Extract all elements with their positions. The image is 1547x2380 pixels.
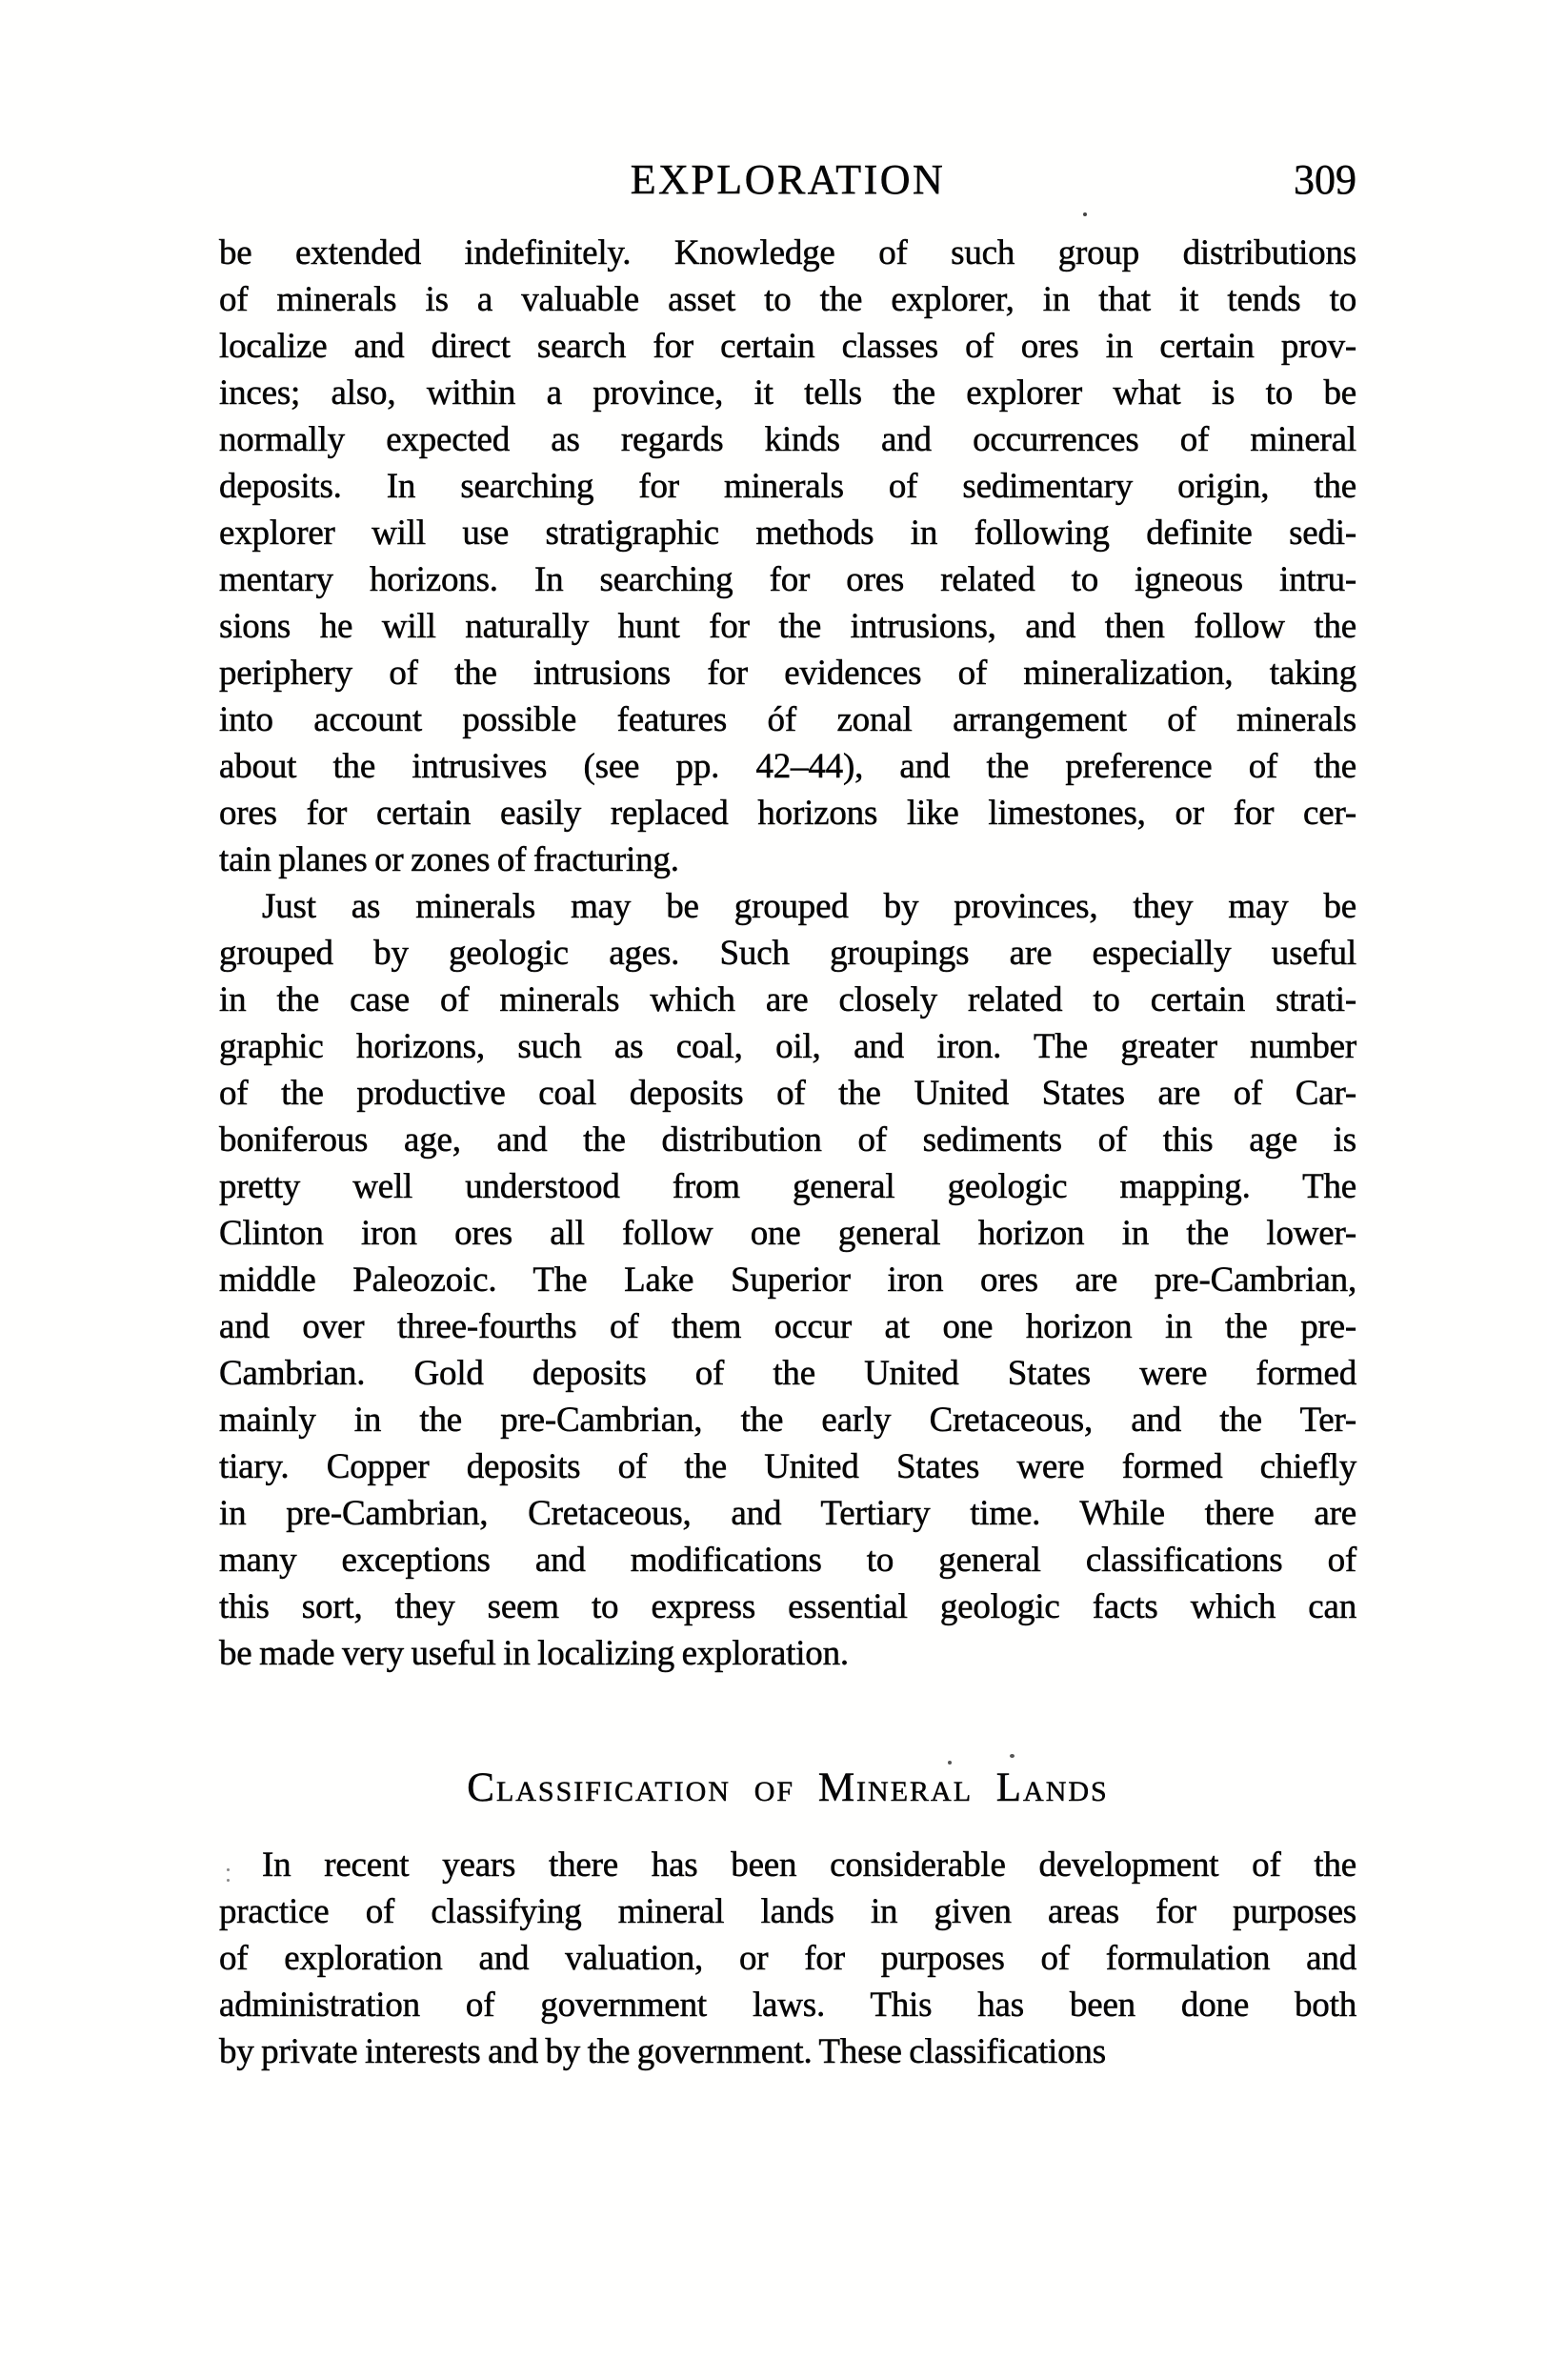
- text-line: boniferous age, and the distribution of sediments of this age is: [219, 1120, 1356, 1160]
- text-line: localize and direct search for certain classes of ores in certain prov-: [219, 327, 1356, 366]
- text-line: inces; also, within a province, it tells the explorer what is to be: [219, 373, 1356, 413]
- text-line: be made very useful in localizing exploration.: [219, 1634, 849, 1673]
- scan-speck: [227, 1868, 230, 1871]
- running-head: [219, 157, 1356, 205]
- page-title: EXPLORATION: [630, 156, 946, 203]
- text-line: of the productive coal deposits of the United States are of Car-: [219, 1074, 1356, 1113]
- text-line: Just as minerals may be grouped by provinces, they may be: [262, 887, 1356, 926]
- paragraph-classification-intro: [219, 1842, 1356, 2075]
- scan-speck: [1083, 212, 1087, 216]
- text-line: periphery of the intrusions for evidences of mineralization, taking: [219, 654, 1356, 693]
- text-line: deposits. In searching for minerals of sedimentary origin, the: [219, 467, 1356, 506]
- text-line: administration of government laws. This has been done both: [219, 1986, 1356, 2025]
- scan-speck: [948, 1761, 952, 1765]
- scan-speck: [227, 1879, 230, 1882]
- text-line: ores for certain easily replaced horizons like limestones, or for cer-: [219, 794, 1356, 833]
- text-line: practice of classifying mineral lands in given areas for purposes: [219, 1892, 1356, 1931]
- text-line: grouped by geologic ages. Such groupings are especially useful: [219, 934, 1356, 973]
- text-line: in the case of minerals which are closely related to certain strati-: [219, 980, 1356, 1019]
- text-line: mentary horizons. In searching for ores related to igneous intru-: [219, 560, 1356, 599]
- section-heading: Classification of Mineral Lands: [467, 1765, 1109, 1810]
- text-line: many exceptions and modifications to general classifications of: [219, 1541, 1356, 1580]
- text-line: be extended indefinitely. Knowledge of such group distributions: [219, 233, 1356, 272]
- text-line: of exploration and valuation, or for purposes of formulation and: [219, 1939, 1356, 1978]
- text-line: mainly in the pre-Cambrian, the early Cretaceous, and the Ter-: [219, 1401, 1356, 1440]
- text-line: In recent years there has been considerable development of the: [262, 1846, 1356, 1885]
- text-line: Cambrian. Gold deposits of the United States were formed: [219, 1354, 1356, 1393]
- scan-speck: [1010, 1754, 1015, 1758]
- text-line: middle Paleozoic. The Lake Superior iron ores are pre-Cambrian,: [219, 1261, 1356, 1300]
- text-line: sions he will naturally hunt for the intrusions, and then follow the: [219, 607, 1356, 646]
- text-line: and over three-fourths of them occur at one horizon in the pre-: [219, 1307, 1356, 1346]
- text-line: Clinton iron ores all follow one general horizon in the lower-: [219, 1214, 1356, 1253]
- text-line: by private interests and by the government. These classifications: [219, 2032, 1106, 2071]
- text-line: into account possible features óf zonal arrangement of minerals: [219, 700, 1356, 739]
- text-line: tiary. Copper deposits of the United States were formed chiefly: [219, 1447, 1356, 1486]
- text-line: this sort, they seem to express essential geologic facts which can: [219, 1587, 1356, 1626]
- text-line: about the intrusives (see pp. 42–44), and the preference of the: [219, 747, 1356, 786]
- text-line: normally expected as regards kinds and occurrences of mineral: [219, 420, 1356, 459]
- text-line: of minerals is a valuable asset to the explorer, in that it tends to: [219, 280, 1356, 319]
- text-line: pretty well understood from general geologic mapping. The: [219, 1167, 1356, 1206]
- paragraph-group-distributions: [219, 230, 1356, 883]
- paragraph-geologic-ages: [219, 883, 1356, 1677]
- page-number: 309: [1294, 156, 1356, 203]
- text-line: tain planes or zones of fracturing.: [219, 840, 679, 879]
- text-line: in pre-Cambrian, Cretaceous, and Tertiary time. While there are: [219, 1494, 1356, 1533]
- text-line: graphic horizons, such as coal, oil, and iron. The greater number: [219, 1027, 1356, 1066]
- text-line: explorer will use stratigraphic methods in following definite sedi-: [219, 514, 1356, 553]
